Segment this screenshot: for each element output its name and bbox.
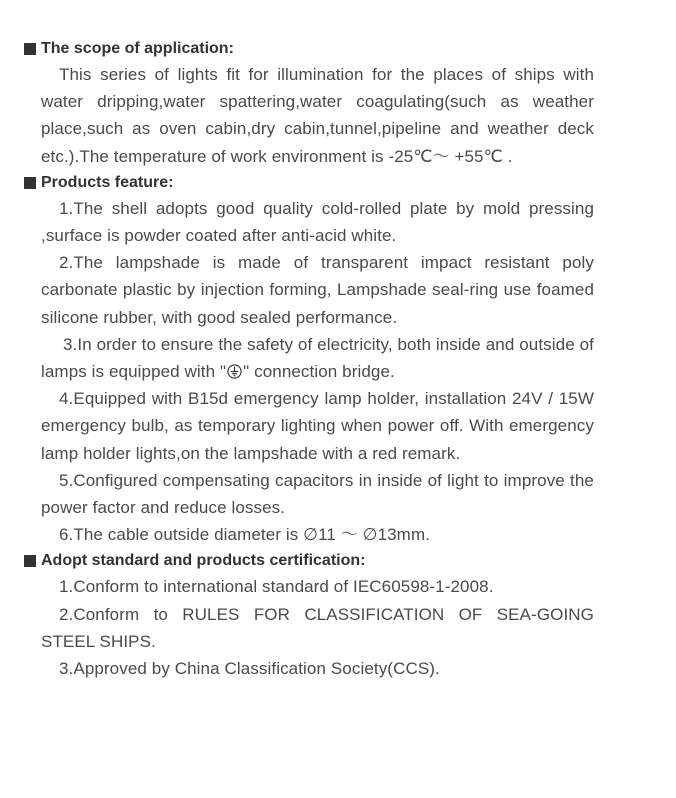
scope-section [24, 37, 594, 170]
feature-item-5: 5.Configured compensating capacitors in inside of light to improve the power factor and reduce losses. [41, 470, 594, 518]
feature-item-3-after: " connection bridge. [243, 362, 395, 382]
standard-item-3: 3.Approved by China Classification Society(CCS). [59, 659, 440, 679]
feature-item-3-before: 3.In order to ensure the safety of electricity, both inside and outside of lamps is equipped with " [41, 334, 594, 382]
standards-section [24, 549, 594, 682]
standards-heading-text: Adopt standard and products certification: [41, 552, 366, 570]
feature-item-1: 1.The shell adopts good quality cold-rolled plate by mold pressing ,surface is powder coated after anti-acid white. [41, 198, 594, 246]
ground-symbol-icon [227, 364, 242, 379]
scope-heading-text: The scope of application: [41, 40, 234, 57]
feature-item-4: 4.Equipped with B15d emergency lamp holder, installation 24V / 15W emergency bulb, as temporary lighting when power off. With emergency lamp holder lights,on the lampshade with a red remark. [41, 389, 594, 463]
square-bullet-icon [24, 43, 36, 55]
features-heading [24, 171, 594, 195]
standard-item-1: 1.Conform to international standard of IEC60598-1-2008. [59, 577, 494, 597]
square-bullet-icon [24, 555, 36, 567]
scope-heading [24, 37, 594, 61]
document [24, 36, 594, 682]
feature-item-6: 6.The cable outside diameter is ∅11 ～ ∅13mm. [59, 525, 431, 545]
scope-text: This series of lights fit for illumination for the places of ships with water dripping,water spattering,water coagulating(such as weather place,such as oven cabin,dry cabin,tunnel,pipeline and weather deck etc.).The temperature of work environment is -25℃～ +55℃ . [41, 65, 594, 166]
features-heading-text: Products feature: [41, 173, 174, 191]
standards-heading [24, 549, 594, 573]
feature-item-2: 2.The lampshade is made of transparent impact resistant poly carbonate plastic by injection forming, Lampshade seal-ring use foamed silicone rubber, with good sealed performance. [41, 253, 594, 327]
square-bullet-icon [24, 177, 36, 189]
features-section [24, 171, 594, 549]
feature-item-3 [41, 331, 594, 385]
standard-item-2: 2.Conform to RULES FOR CLASSIFICATION OF SEA-GOING STEEL SHIPS. [41, 604, 594, 651]
